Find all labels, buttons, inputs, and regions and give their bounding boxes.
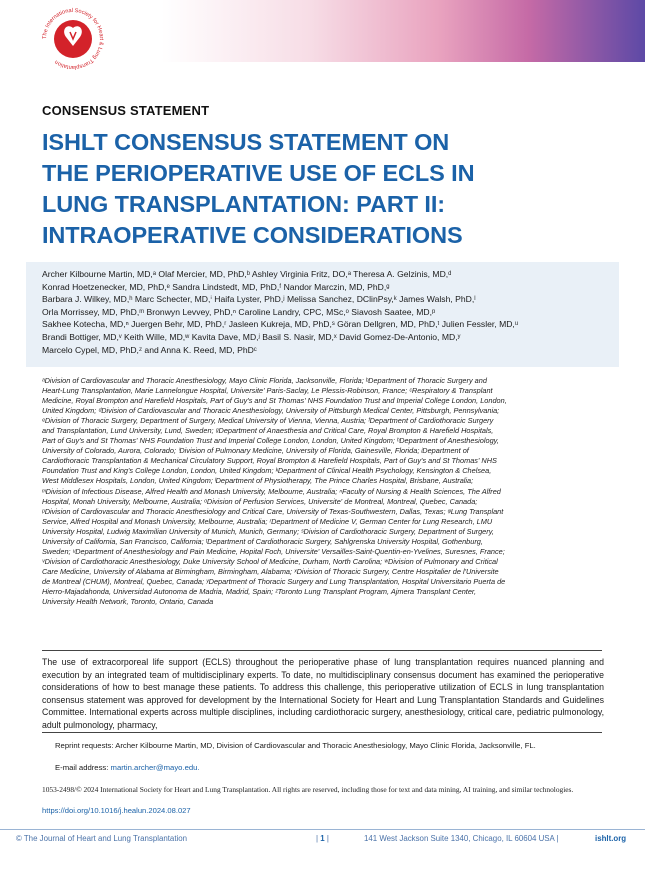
affiliation-line: ᵖDivision of Cardiovascular and Thoracic Anesthesiology and Critical Care, University of Texas-Southwestern, Dallas, Texas; ᵠLung Transplant [42, 506, 504, 516]
affiliation-line: Care Medicine, University of Alabama at Birmingham, Birmingham, Alabama; ˣDivision of Thoracic Surgery, Centre Hospitalier de l'Universite [42, 566, 499, 576]
affiliation-line: West Middlesex Hospitals, London, United Kingdom; ˡDepartment of Physiotherapy, The Prince Charles Hospital, Brisbane, Australia; [42, 476, 474, 486]
logo-ring-text: The International Society for Heart & Lung Transplantation [41, 7, 105, 71]
affiliation-line: University of California, San Francisco, California; ᵗDepartment of Cardiothoracic Surgery, Sahlgrenska University Hospital, Gothenburg, [42, 536, 483, 546]
author-line: Archer Kilbourne Martin, MD,ᵃ Olaf Mercier, MD, PhD,ᵇ Ashley Virginia Fritz, DO,ᵃ Theresa A. Gelzinis, MD,ᵈ [42, 269, 452, 279]
title-line: INTRAOPERATIVE CONSIDERATIONS [42, 222, 463, 248]
page-footer [0, 834, 645, 850]
author-line: Orla Morrissey, MD, PhD,ᵐ Bronwyn Levvey, PhD,ⁿ Caroline Landry, CPC, MSc,ᵒ Siavosh Saatee, MD,ᵖ [42, 306, 436, 317]
doi-link[interactable]: https://doi.org/10.1016/j.healun.2024.08.027 [42, 806, 191, 815]
author-line: Brandi Bottiger, MD,ᵛ Keith Wille, MD,ʷ Kavita Dave, MD,ʲ Basil S. Nasir, MD,ˣ David Gomez-De-Antonio, MD,ʸ [42, 331, 461, 342]
footer-divider [0, 829, 645, 830]
affiliation-line: University Health Network, Toronto, Ontario, Canada [42, 597, 214, 607]
footer-journal-name: © The Journal of Heart and Lung Transplantation [16, 834, 188, 843]
title-line: ISHLT CONSENSUS STATEMENT ON [42, 129, 450, 155]
affiliation-line: Sweden; ᵘDepartment of Anesthesiology and Pain Medicine, Hopital Foch, Universite' Versailles-Saint-Quentin-en-Yvelines, Suresnes, France; [42, 546, 505, 556]
abstract-bottom-divider [42, 732, 602, 733]
affiliation-line: and Transplantation, Lund University, Lund, Sweden; ᵍDepartment of Anaesthesia and Critical Care, Royal Brompton & Harefield Hospitals, [42, 426, 494, 436]
email-label: E-mail address: [55, 763, 109, 772]
affiliation-line: University Hospital, Ludwig Maximilian University of Munich, Munich, Germany; ˢDivision of Cardiothoracic Surgery, Department of Surgery, [42, 526, 494, 536]
section-label: CONSENSUS STATEMENT [42, 103, 210, 118]
author-list [42, 268, 612, 356]
abstract-text: The use of extracorporeal life support (ECLS) throughout the perioperative phase of lung transplantation requires nuanced planning and execution by an integrated team of multidisciplinary experts. To date, no multidisciplinary consensus document has examined the perioperative considerations of how to best manage these patients. To address this challenge, this perioperative utilization of ECLS in lung transplantation consensus statement was approved for development by the International Society for Heart and Lung Transplantation Standards and Guidelines Committee. International experts across multiple disciplines, including cardiothoracic surgery, anesthesiology, critical care, pediatric pulmonology, adult pulmonology, pharmacy, [42, 657, 604, 730]
affiliation-line: ᵉDivision of Thoracic Surgery, Department of Surgery, Medical University of Vienna, Vienna, Austria; ᶠDepartment of Cardiothoracic Surgery [42, 416, 494, 426]
affiliation-line: University of Colorado, Aurora, Colorado; ⁱDivision of Pulmonary Medicine, University of Florida, Gainesville, Florida; ʲDepartment of [42, 446, 469, 456]
affiliation-line: Part of Guy's and St Thomas' NHS Foundation Trust and Imperial College London, London, United Kingdom; ʰDepartment of Anesthesiology, [42, 436, 499, 446]
affiliation-line: ᵐDivision of Infectious Disease, Alfred Health and Monash University, Melbourne, Australia; ⁿFaculty of Nursing & Health Sciences, The Alfred [42, 486, 501, 496]
title-line: LUNG TRANSPLANTATION: PART II: [42, 191, 445, 217]
affiliation-line: Medicine, Royal Brompton and Harefield Hospitals, Part of Guy's and St Thomas' NHS Foundation Trust and Imperial College London, London, [42, 396, 507, 406]
affiliation-line: Heart-Lung Transplantation, Marie Lannelongue Hospital, Universite' Paris-Saclay, Le Plessis-Robinson, France; ᶜRespiratory & Transplant [42, 386, 493, 396]
affiliation-line: Hospital, Monah University, Melbourne, Australia; ᵒDivision of Perfusion Services, Universite' de Montreal, Montreal, Quebec, Canada; [42, 496, 478, 506]
page-number: 1 [320, 834, 325, 843]
affiliation-line: ᵛDivision of Cardiothoracic Anesthesiology, Duke University School of Medicine, Durham, North Carolina; ʷDivision of Pulmonary and Critical [42, 556, 498, 566]
email-line [55, 763, 200, 772]
ishlt-logo-icon [40, 6, 106, 72]
author-line: Konrad Hoetzenecker, MD, PhD,ᵉ Sandra Lindstedt, MD, PhD,ᶠ Nandor Marczin, MD, PhD,ᵍ [42, 281, 390, 292]
abstract-top-divider [42, 650, 602, 651]
affiliation-line: Hierro-Majadahonda, Universidad Autonoma de Madria, Madrid, Spain; ᶻToronto Lung Transplant Program, Ajmera Transplant Center, [42, 586, 477, 596]
author-line: Sakhee Kotecha, MD,ⁿ Juergen Behr, MD, PhD,ʳ Jasleen Kukreja, MD, PhD,ˢ Göran Dellgren, MD, PhD,ᵗ Julien Fessler, MD,ᵘ [42, 319, 519, 330]
affiliation-line: Cardiothoracic Transplantation & Mechanical Circulatory Support, Royal Brompton & Harefield Hospitals, Part of Guy's and St Thomas' NHS [42, 456, 497, 466]
reprint-requests: Reprint requests: Archer Kilbourne Martin, MD, Division of Cardiovascular and Thoracic Anesthesiology, Mayo Clinic Florida, Jacksonville, FL. [55, 741, 536, 750]
affiliation-line: United Kingdom; ᵈDivision of Cardiovascular and Thoracic Anesthesiology, University of Pittsburgh Medical Center, Pittsburgh, Pennsylvania; [42, 406, 500, 416]
footer-site-link[interactable]: ishlt.org [595, 834, 627, 843]
footer-page: | 1 | [316, 834, 329, 843]
affiliation-line: Foundation Trust and King's College London, London, United Kingdom; ᵏDepartment of Clinical Health Psychology, Kensington & Chelsea, [42, 466, 492, 476]
affiliation-line: Service, Alfred Hospital and Monash University, Melbourne, Australia; ʳDepartment of Medicine V, German Center for Lung Research, LMU [42, 516, 493, 526]
footer-address: 141 West Jackson Suite 1340, Chicago, IL 60604 USA | [364, 834, 559, 843]
paper-title [42, 127, 562, 251]
author-line: Barbara J. Wilkey, MD,ʰ Marc Schecter, MD,ⁱ Haifa Lyster, PhD,ʲ Melissa Sanchez, DClinPsy,ᵏ James Walsh, PhD,ˡ [42, 294, 476, 305]
affiliation-line: ᵃDivision of Cardiovascular and Thoracic Anesthesiology, Mayo Clinic Florida, Jacksonville, Florida; ᵇDepartment of Thoracic Surgery and [42, 376, 487, 385]
affiliation-line: de Montreal (CHUM), Montreal, Quebec, Canada; ʸDepartment of Thoracic Surgery and Lung Transplantation, Hospital Universitario Puerta de [42, 576, 506, 586]
author-line: Marcelo Cypel, MD, PhD,ᶻ and Anna K. Reed, MD, PhDᶜ [42, 344, 257, 355]
copyright-notice: 1053-2498/© 2024 International Society for Heart and Lung Transplantation. All rights are reserved, including those for text and data mining, AI training, and similar technologies. [42, 785, 574, 794]
email-link[interactable]: martin.archer@mayo.edu. [110, 763, 200, 772]
affiliations [42, 376, 614, 607]
title-line: THE PERIOPERATIVE USE OF ECLS IN [42, 160, 475, 186]
